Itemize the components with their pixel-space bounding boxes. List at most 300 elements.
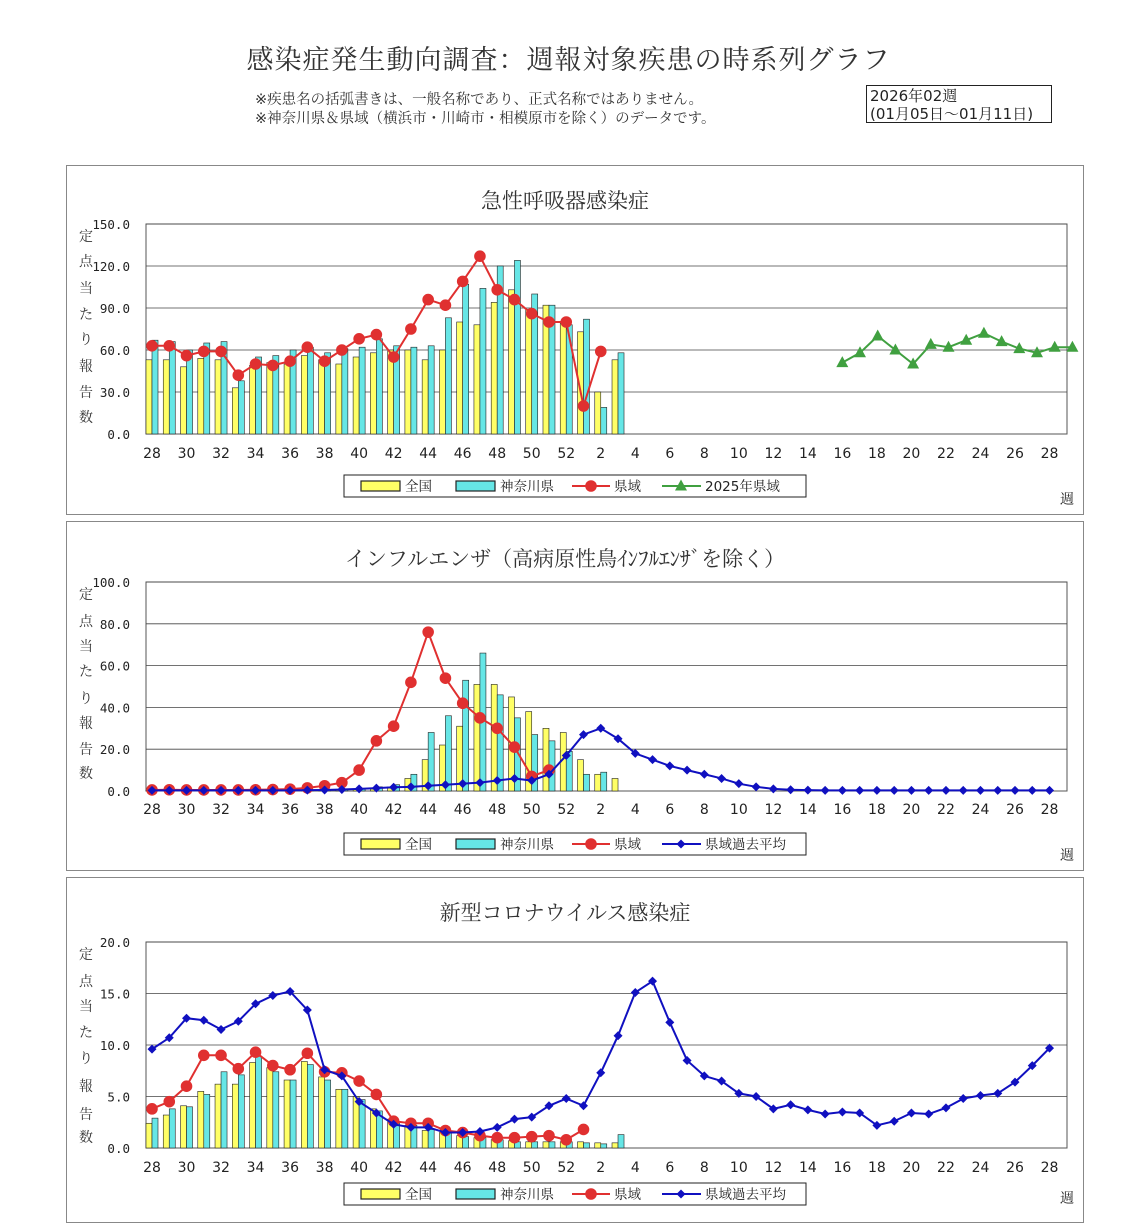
- note-1: ※疾患名の括弧書きは、一般名称であり、正式名称ではありません。: [255, 92, 704, 108]
- legend-label-series4: 2025年県域: [705, 479, 780, 495]
- bar-kanagawa: [549, 1142, 555, 1148]
- x-tick-label: 30: [177, 802, 196, 818]
- bar-national: [232, 1084, 238, 1148]
- y-tick-label: 120.0: [92, 259, 130, 274]
- legend-marker-prefecture: [586, 481, 597, 492]
- bar-kanagawa: [618, 353, 624, 434]
- y-axis-label-char: 告: [79, 742, 93, 758]
- y-axis-label-char: 当: [79, 281, 93, 297]
- y-axis-label-char: 点: [79, 254, 93, 270]
- x-tick-label: 12: [764, 446, 783, 462]
- point-prefecture: [302, 342, 313, 353]
- legend-label-national: 全国: [405, 479, 432, 495]
- bar-kanagawa: [169, 1109, 175, 1148]
- x-tick-label: 18: [868, 802, 886, 818]
- bar-kanagawa: [480, 288, 486, 434]
- page-title: 感染症発生動向調査：週報対象疾患の時系列グラフ: [246, 45, 891, 76]
- bar-national: [578, 1142, 584, 1148]
- chart-title: インフルエンザ（高病原性鳥ｲﾝﾌﾙｴﾝｻﾞを除く）: [344, 547, 786, 571]
- x-tick-label: 52: [557, 1160, 576, 1176]
- y-axis-label-char: り: [79, 332, 93, 348]
- x-axis-label: 週: [1060, 848, 1074, 864]
- x-tick-label: 24: [971, 802, 990, 818]
- x-tick-label: 18: [868, 1160, 886, 1176]
- x-tick-label: 14: [798, 802, 817, 818]
- bar-kanagawa: [601, 772, 607, 791]
- x-tick-label: 14: [798, 446, 817, 462]
- point-prefecture: [457, 698, 468, 709]
- x-tick-label: 44: [419, 802, 438, 818]
- x-tick-label: 48: [488, 1160, 507, 1176]
- point-prefecture: [509, 742, 520, 753]
- week-label: 2026年02週: [870, 87, 958, 105]
- x-tick-label: 6: [665, 802, 675, 818]
- point-prefecture: [388, 352, 399, 363]
- legend-swatch-national: [361, 839, 400, 849]
- bar-kanagawa: [307, 347, 313, 434]
- y-tick-label: 150.0: [92, 217, 130, 232]
- bar-national: [543, 1142, 549, 1148]
- bar-national: [578, 760, 584, 791]
- bar-national: [250, 365, 256, 434]
- point-prefecture: [561, 317, 572, 328]
- bar-national: [250, 1063, 256, 1148]
- legend: [344, 475, 806, 497]
- y-axis-label-char: 定: [79, 587, 93, 603]
- point-prefecture: [544, 1130, 555, 1141]
- bar-national: [267, 363, 273, 434]
- x-tick-label: 16: [833, 446, 852, 462]
- bar-national: [508, 290, 514, 434]
- bar-national: [595, 392, 601, 434]
- x-tick-label: 28: [1040, 446, 1059, 462]
- point-prefecture: [492, 1132, 503, 1143]
- point-prefecture: [147, 341, 158, 352]
- y-tick-label: 0.0: [107, 784, 130, 799]
- legend-swatch-national: [361, 481, 400, 491]
- point-prefecture: [354, 765, 365, 776]
- x-tick-label: 44: [419, 446, 438, 462]
- point-prefecture: [406, 677, 417, 688]
- bar-kanagawa: [359, 1100, 365, 1148]
- bar-national: [474, 684, 480, 791]
- x-tick-label: 20: [902, 802, 921, 818]
- point-prefecture: [216, 1050, 227, 1061]
- bar-national: [612, 778, 618, 791]
- x-tick-label: 10: [729, 1160, 748, 1176]
- x-tick-label: 24: [971, 1160, 990, 1176]
- x-axis-label: 週: [1060, 1191, 1074, 1207]
- bar-national: [146, 360, 152, 434]
- chart-svg: [67, 166, 1083, 514]
- bar-national: [198, 1091, 204, 1148]
- point-prefecture: [423, 294, 434, 305]
- y-tick-label: 0.0: [107, 427, 130, 442]
- point-prefecture: [595, 346, 606, 357]
- x-tick-label: 2: [596, 446, 606, 462]
- point-prefecture: [233, 1063, 244, 1074]
- x-tick-label: 32: [212, 446, 230, 462]
- x-tick-label: 36: [281, 446, 299, 462]
- x-tick-label: 34: [246, 446, 265, 462]
- x-tick-label: 48: [488, 446, 507, 462]
- x-tick-label: 42: [384, 802, 403, 818]
- bar-national: [612, 360, 618, 434]
- bar-kanagawa: [169, 342, 175, 434]
- x-tick-label: 6: [665, 1160, 675, 1176]
- x-tick-label: 10: [729, 802, 748, 818]
- x-tick-label: 48: [488, 802, 507, 818]
- bar-kanagawa: [463, 680, 469, 791]
- legend-swatch-kanagawa: [456, 839, 495, 849]
- bar-national: [370, 353, 376, 434]
- x-tick-label: 46: [453, 802, 472, 818]
- x-tick-label: 28: [143, 446, 161, 462]
- x-tick-label: 30: [177, 446, 196, 462]
- point-prefecture: [147, 1104, 158, 1115]
- x-tick-label: 40: [350, 1160, 369, 1176]
- x-tick-label: 4: [630, 446, 640, 462]
- point-prefecture: [250, 359, 261, 370]
- bar-national: [319, 1077, 325, 1148]
- y-axis-label-char: 報: [79, 1079, 93, 1095]
- point-prefecture: [233, 370, 244, 381]
- bar-kanagawa: [584, 319, 590, 434]
- bar-national: [422, 1130, 428, 1148]
- bar-national: [353, 357, 359, 434]
- x-tick-label: 34: [246, 802, 265, 818]
- bar-kanagawa: [584, 1143, 590, 1148]
- y-tick-label: 60.0: [99, 343, 130, 358]
- x-tick-label: 2: [596, 802, 606, 818]
- point-prefecture: [354, 334, 365, 345]
- x-tick-label: 46: [453, 1160, 472, 1176]
- x-tick-label: 16: [833, 1160, 852, 1176]
- legend-label-kanagawa: 神奈川県: [500, 837, 554, 853]
- x-tick-label: 2: [596, 1160, 606, 1176]
- bar-national: [232, 388, 238, 434]
- y-axis-label-char: り: [79, 1051, 93, 1067]
- y-tick-label: 10.0: [99, 1038, 130, 1053]
- bar-kanagawa: [187, 1107, 193, 1148]
- x-tick-label: 28: [1040, 802, 1059, 818]
- bar-kanagawa: [601, 1144, 607, 1148]
- x-tick-label: 20: [902, 446, 921, 462]
- bar-national: [422, 360, 428, 434]
- y-axis-label-char: 告: [79, 1107, 93, 1123]
- x-tick-label: 26: [1006, 802, 1024, 818]
- point-prefecture: [475, 251, 486, 262]
- point-prefecture: [268, 360, 279, 371]
- legend-label-prefecture: 県域: [614, 479, 641, 495]
- y-tick-label: 100.0: [92, 575, 130, 590]
- point-prefecture: [371, 736, 382, 747]
- x-tick-label: 40: [350, 802, 369, 818]
- bar-national: [543, 728, 549, 791]
- point-prefecture: [337, 345, 348, 356]
- legend-label-prefecture: 県域: [614, 837, 641, 853]
- x-tick-label: 38: [315, 446, 334, 462]
- x-tick-label: 50: [522, 446, 541, 462]
- point-prefecture: [198, 346, 209, 357]
- bar-national: [198, 358, 204, 434]
- x-tick-label: 14: [798, 1160, 817, 1176]
- y-tick-label: 20.0: [99, 742, 130, 758]
- y-axis-label-char: 定: [79, 947, 93, 963]
- point-prefecture: [440, 300, 451, 311]
- x-tick-label: 12: [764, 802, 783, 818]
- bar-national: [301, 1061, 307, 1148]
- bar-kanagawa: [290, 1080, 296, 1148]
- y-axis-label-char: た: [79, 664, 93, 680]
- x-tick-label: 44: [419, 1160, 438, 1176]
- bar-kanagawa: [359, 347, 365, 434]
- plot-area: [146, 582, 1067, 791]
- point-prefecture: [354, 1076, 365, 1087]
- bar-national: [301, 356, 307, 434]
- y-axis-label-char: 報: [79, 716, 93, 732]
- point-prefecture: [319, 356, 330, 367]
- y-tick-label: 15.0: [99, 986, 130, 1002]
- bar-national: [284, 364, 290, 434]
- x-tick-label: 30: [177, 1160, 196, 1176]
- chart-title: 急性呼吸器感染症: [481, 189, 649, 213]
- x-tick-label: 22: [937, 802, 955, 818]
- x-tick-label: 26: [1006, 1160, 1024, 1176]
- point-prefecture: [578, 401, 589, 412]
- x-tick-label: 22: [937, 1160, 955, 1176]
- bar-national: [457, 322, 463, 434]
- point-prefecture: [544, 317, 555, 328]
- y-tick-label: 30.0: [99, 385, 130, 400]
- bar-kanagawa: [618, 1135, 624, 1148]
- bar-kanagawa: [238, 1075, 244, 1148]
- x-axis-label: 週: [1060, 492, 1074, 508]
- bar-kanagawa: [187, 350, 193, 434]
- point-prefecture: [216, 346, 227, 357]
- point-prefecture: [561, 1134, 572, 1145]
- x-tick-label: 52: [557, 446, 576, 462]
- chart-title: 新型コロナウイルス感染症: [439, 901, 691, 925]
- x-tick-label: 18: [868, 446, 886, 462]
- legend-marker-prefecture: [586, 839, 597, 850]
- bar-national: [146, 1123, 152, 1148]
- x-tick-label: 34: [246, 1160, 265, 1176]
- x-tick-label: 38: [315, 802, 334, 818]
- bar-national: [405, 350, 411, 434]
- y-tick-label: 40.0: [99, 700, 130, 716]
- bar-kanagawa: [463, 284, 469, 434]
- point-prefecture: [492, 723, 503, 734]
- bar-kanagawa: [411, 347, 417, 434]
- bar-kanagawa: [307, 1065, 313, 1148]
- point-prefecture: [371, 1089, 382, 1100]
- legend-label-series4: 県域過去平均: [705, 837, 786, 853]
- bar-kanagawa: [532, 1142, 538, 1148]
- y-tick-label: 90.0: [99, 301, 130, 316]
- legend: [344, 833, 806, 855]
- legend-swatch-national: [361, 1189, 400, 1199]
- point-prefecture: [526, 308, 537, 319]
- note-2: ※神奈川県＆県域（横浜市・川崎市・相模原市を除く）のデータです。: [255, 111, 716, 127]
- legend-label-series4: 県域過去平均: [705, 1187, 786, 1203]
- x-tick-label: 38: [315, 1160, 334, 1176]
- bar-national: [526, 1142, 532, 1148]
- chart-panel-influenza: [66, 521, 1084, 871]
- bar-national: [439, 350, 445, 434]
- point-prefecture: [578, 1124, 589, 1135]
- y-axis-label-char: 定: [79, 229, 93, 245]
- legend-label-kanagawa: 神奈川県: [500, 479, 554, 495]
- bar-national: [215, 1084, 221, 1148]
- x-tick-label: 16: [833, 802, 852, 818]
- bar-national: [284, 1080, 290, 1148]
- bar-kanagawa: [445, 318, 451, 434]
- bar-national: [336, 364, 342, 434]
- bar-kanagawa: [221, 1072, 227, 1148]
- bar-national: [181, 367, 187, 434]
- point-prefecture: [406, 324, 417, 335]
- legend-swatch-kanagawa: [456, 1189, 495, 1199]
- point-prefecture: [285, 1064, 296, 1075]
- y-axis-label-char: 当: [79, 999, 93, 1015]
- week-range: (01月05日～01月11日): [870, 105, 1034, 123]
- bar-national: [267, 1068, 273, 1148]
- x-tick-label: 46: [453, 446, 472, 462]
- point-prefecture: [440, 673, 451, 684]
- bar-national: [491, 302, 497, 434]
- bar-national: [595, 774, 601, 791]
- point-prefecture: [285, 356, 296, 367]
- point-prefecture: [388, 721, 399, 732]
- bar-kanagawa: [238, 381, 244, 434]
- bar-kanagawa: [463, 1137, 469, 1148]
- point-prefecture: [526, 1131, 537, 1142]
- y-axis-label-char: 数: [79, 410, 93, 426]
- y-axis-label-char: 数: [79, 766, 93, 782]
- x-tick-label: 42: [384, 446, 403, 462]
- point-prefecture: [250, 1047, 261, 1058]
- bar-kanagawa: [584, 774, 590, 791]
- x-tick-label: 4: [630, 1160, 640, 1176]
- x-tick-label: 8: [699, 802, 709, 818]
- point-prefecture: [181, 350, 192, 361]
- bar-national: [336, 1089, 342, 1148]
- legend-swatch-kanagawa: [456, 481, 495, 491]
- chart-panel-covid: [66, 877, 1084, 1223]
- bar-kanagawa: [428, 346, 434, 434]
- y-tick-label: 5.0: [107, 1089, 130, 1105]
- y-tick-label: 0.0: [107, 1141, 130, 1156]
- point-prefecture: [164, 341, 175, 352]
- x-tick-label: 22: [937, 446, 955, 462]
- point-prefecture: [509, 1132, 520, 1143]
- x-tick-label: 36: [281, 802, 299, 818]
- x-tick-label: 4: [630, 802, 640, 818]
- x-tick-label: 32: [212, 802, 230, 818]
- x-tick-label: 40: [350, 446, 369, 462]
- chart-panel-acute-respiratory: [66, 165, 1084, 515]
- bar-kanagawa: [342, 1089, 348, 1148]
- x-tick-label: 24: [971, 446, 990, 462]
- x-tick-label: 26: [1006, 446, 1024, 462]
- x-tick-label: 42: [384, 1160, 403, 1176]
- legend: [344, 1183, 806, 1205]
- point-prefecture: [509, 294, 520, 305]
- bar-national: [181, 1106, 187, 1148]
- legend-label-national: 全国: [405, 1187, 432, 1203]
- point-prefecture: [475, 713, 486, 724]
- bar-national: [163, 360, 169, 434]
- bar-national: [595, 1143, 601, 1148]
- bar-kanagawa: [601, 407, 607, 434]
- bar-kanagawa: [342, 349, 348, 434]
- bar-national: [612, 1143, 618, 1148]
- y-axis-label-char: 当: [79, 639, 93, 655]
- x-tick-label: 10: [729, 446, 748, 462]
- x-tick-label: 8: [699, 1160, 709, 1176]
- point-prefecture: [457, 276, 468, 287]
- bar-kanagawa: [152, 340, 158, 434]
- chart-svg: [67, 522, 1083, 870]
- x-tick-label: 50: [522, 802, 541, 818]
- x-tick-label: 36: [281, 1160, 299, 1176]
- point-prefecture: [302, 1048, 313, 1059]
- x-tick-label: 28: [143, 1160, 161, 1176]
- bar-national: [491, 684, 497, 791]
- y-axis-label-char: た: [79, 1025, 93, 1041]
- legend-label-prefecture: 県域: [614, 1187, 641, 1203]
- y-tick-label: 20.0: [99, 935, 130, 950]
- bar-kanagawa: [514, 260, 520, 434]
- x-tick-label: 50: [522, 1160, 541, 1176]
- y-axis-label-char: り: [79, 691, 93, 707]
- bar-kanagawa: [376, 339, 382, 434]
- point-prefecture: [198, 1050, 209, 1061]
- x-tick-label: 12: [764, 1160, 783, 1176]
- bar-national: [526, 309, 532, 434]
- point-prefecture: [423, 627, 434, 638]
- y-tick-label: 80.0: [99, 616, 130, 632]
- point-prefecture: [164, 1096, 175, 1107]
- bar-national: [474, 325, 480, 434]
- legend-label-national: 全国: [405, 837, 432, 853]
- x-tick-label: 28: [1040, 1160, 1059, 1176]
- y-axis-label-char: 点: [79, 974, 93, 990]
- chart-svg: [67, 878, 1083, 1222]
- bar-national: [215, 360, 221, 434]
- point-prefecture: [268, 1060, 279, 1071]
- y-axis-label-char: 告: [79, 385, 93, 401]
- legend-marker-prefecture: [586, 1189, 597, 1200]
- bar-kanagawa: [152, 1118, 158, 1148]
- y-axis-label-char: 点: [79, 614, 93, 630]
- bar-kanagawa: [428, 1129, 434, 1148]
- bar-kanagawa: [273, 1072, 279, 1148]
- bar-kanagawa: [325, 1080, 331, 1148]
- x-tick-label: 20: [902, 1160, 921, 1176]
- bar-national: [163, 1115, 169, 1148]
- bar-kanagawa: [256, 1056, 262, 1148]
- bar-national: [319, 360, 325, 434]
- bar-kanagawa: [445, 716, 451, 791]
- x-tick-label: 6: [665, 446, 675, 462]
- y-axis-label-char: た: [79, 307, 93, 323]
- x-tick-label: 52: [557, 802, 576, 818]
- y-axis-label-char: 報: [79, 359, 93, 375]
- x-tick-label: 8: [699, 446, 709, 462]
- x-tick-label: 32: [212, 1160, 230, 1176]
